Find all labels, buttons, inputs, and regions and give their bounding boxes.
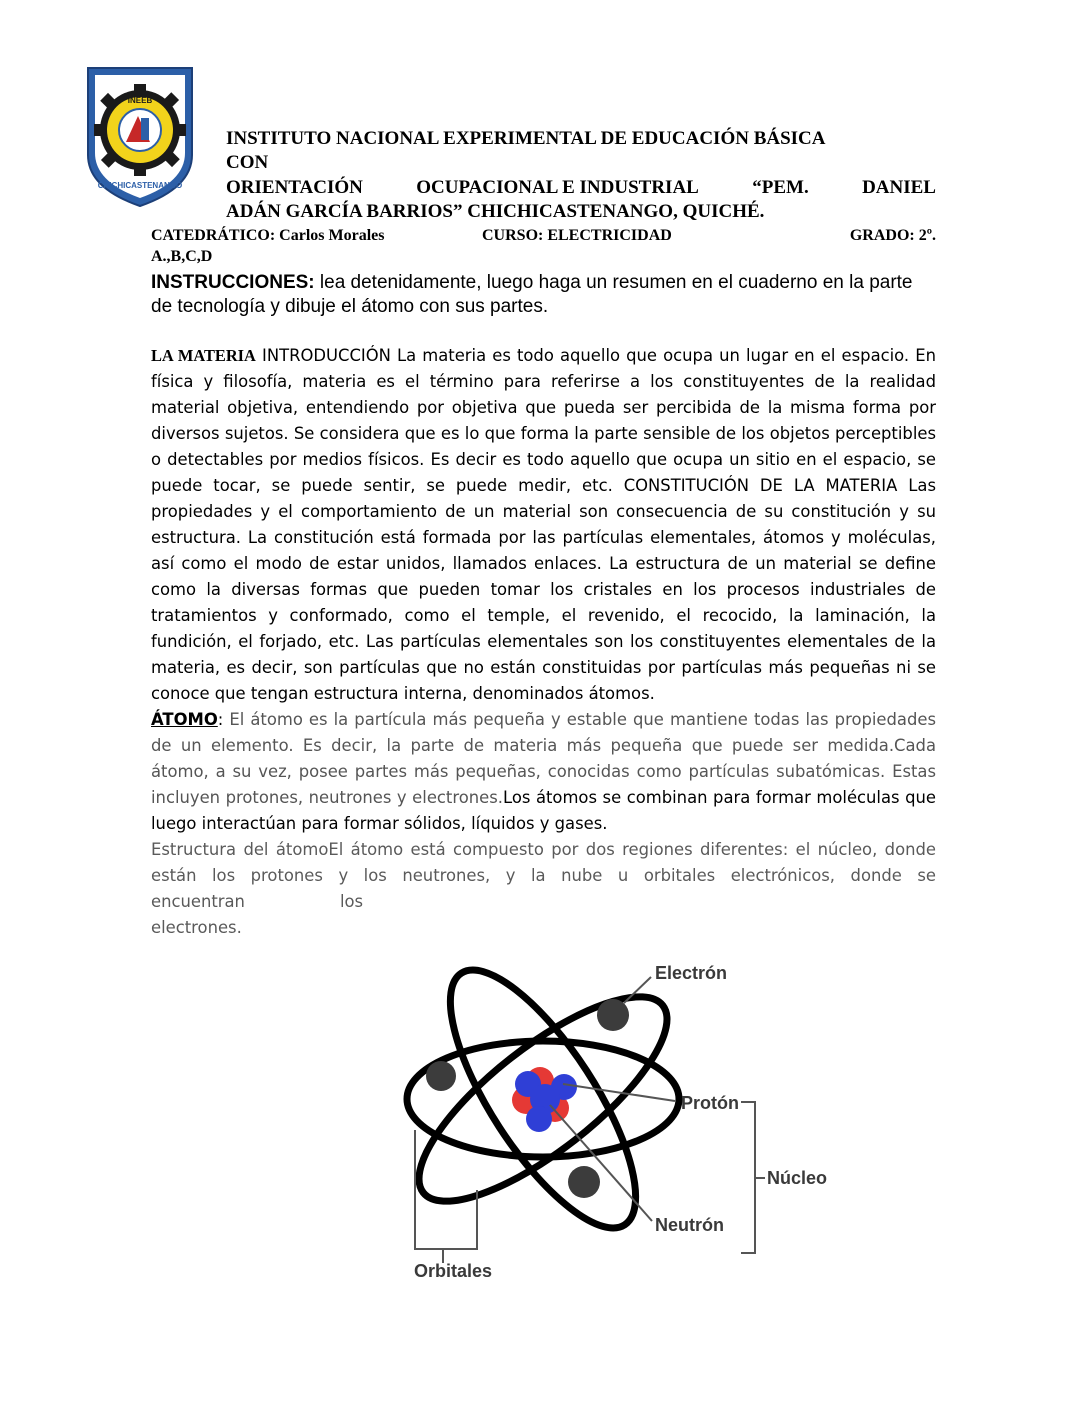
logo-top-text: INEEB (127, 96, 153, 105)
neutron-particle (526, 1106, 552, 1132)
nucleus (512, 1067, 577, 1132)
school-name-word: DANIEL (862, 177, 936, 198)
neutron-label: Neutrón (655, 1215, 724, 1235)
orbitals-label: Orbitales (414, 1261, 493, 1281)
paragraph-text: Estructura del átomoEl átomo está compuesto por dos regiones diferentes: el núcleo, donde están los protones y los neutrones, y la nube u orbitales electrónicos, donde se encuentran (151, 840, 936, 911)
paragraph-materia (151, 343, 936, 707)
electron-particle (568, 1166, 600, 1198)
electron-particle (426, 1061, 456, 1091)
colon: : (217, 710, 224, 729)
school-name-line1: INSTITUTO NACIONAL EXPERIMENTAL DE EDUCACIÓN BÁSICA (226, 128, 826, 149)
school-name-line3 (226, 176, 936, 200)
school-logo (78, 60, 202, 210)
instructions-text: lea detenidamente, luego haga un resumen en el cuaderno en la parte de tecnología y dibuje el átomo con sus partes. (151, 272, 913, 317)
nucleus-label: Núcleo (767, 1168, 828, 1188)
school-name-line4: ADÁN GARCÍA BARRIOS” CHICHICASTENANGO, QUICHÉ. (226, 201, 765, 222)
course-label: CURSO: ELECTRICIDAD (482, 227, 672, 244)
school-name-word: ORIENTACIÓN (226, 177, 363, 198)
school-name-word: “PEM. (752, 177, 809, 198)
school-name-line2: CON (226, 152, 269, 173)
instructions-label: INSTRUCCIONES: (151, 272, 315, 293)
atom-diagram (395, 925, 855, 1285)
paragraph-text: El átomo es la partícula más pequeña y estable que mantiene todas las propiedades de un elemento. Es decir, la parte de materia más pequeña que puede ser medida.Cada átomo, a su vez, posee partes más pequeñas, conocidas como partículas subatómicas. Estas incluyen protones, neutrones y electrones. (151, 710, 936, 807)
grade-label: GRADO: 2º. (849, 227, 936, 244)
proton-label: Protón (681, 1093, 739, 1113)
electron-particle (597, 999, 629, 1031)
section-title-atomo: ÁTOMO (151, 710, 218, 729)
electron-label: Electrón (655, 963, 728, 983)
teacher-label: CATEDRÁTICO: Carlos Morales (151, 227, 385, 244)
paragraph-word: los (339, 892, 364, 911)
paragraph-text: electrones. (151, 918, 242, 937)
logo-bottom-text: CHICHICASTENANGO (97, 181, 183, 190)
sections-label: A.,B,C,D (151, 248, 213, 265)
instructions (151, 271, 937, 319)
school-name-word: OCUPACIONAL E INDUSTRIAL (416, 177, 699, 198)
section-title-materia: LA MATERIA (151, 346, 256, 365)
paragraph-text: Los átomos se combinan para formar moléculas que luego interactúan para formar sólidos, líquidos y gases. (151, 788, 936, 833)
course-info-row (151, 226, 936, 246)
paragraph-atomo (151, 707, 936, 837)
paragraph-text: INTRODUCCIÓN La materia es todo aquello que ocupa un lugar en el espacio. En física y filosofía, materia es el término para referirse a los constituyentes de la realidad material objetiva, entendiendo por objetiva que pueda ser percibida de la misma forma por diversos sujetos. Se considera que es lo que forma la parte sensible de los objetos perceptibles o detectables por medios físicos. Es decir es todo aquello que ocupa un sitio en el espacio, se puede tocar, se puede sentir, se puede medir, etc. CONSTITUCIÓN DE LA MATERIA Las propiedades y el comportamiento de un material son consecuencia de su constitución y su estructura. La constitución está formada por las partículas elementales, átomos y moléculas, así como el modo de estar unidos, llamados enlaces. La estructura de un material se define como la diversas formas que pueden tomar los cristales en los procesos industriales de tratamientos y conformado, como el temple, el revenido, el recocido, la laminación, la fundición, el forjado, etc. Las partículas elementales son los constituyentes elementales de la materia, es decir, son partículas que no están constituidas por partículas más pequeñas ni se conoce que tengan estructura interna, denominados átomos. (151, 346, 936, 703)
document-body (151, 343, 936, 941)
